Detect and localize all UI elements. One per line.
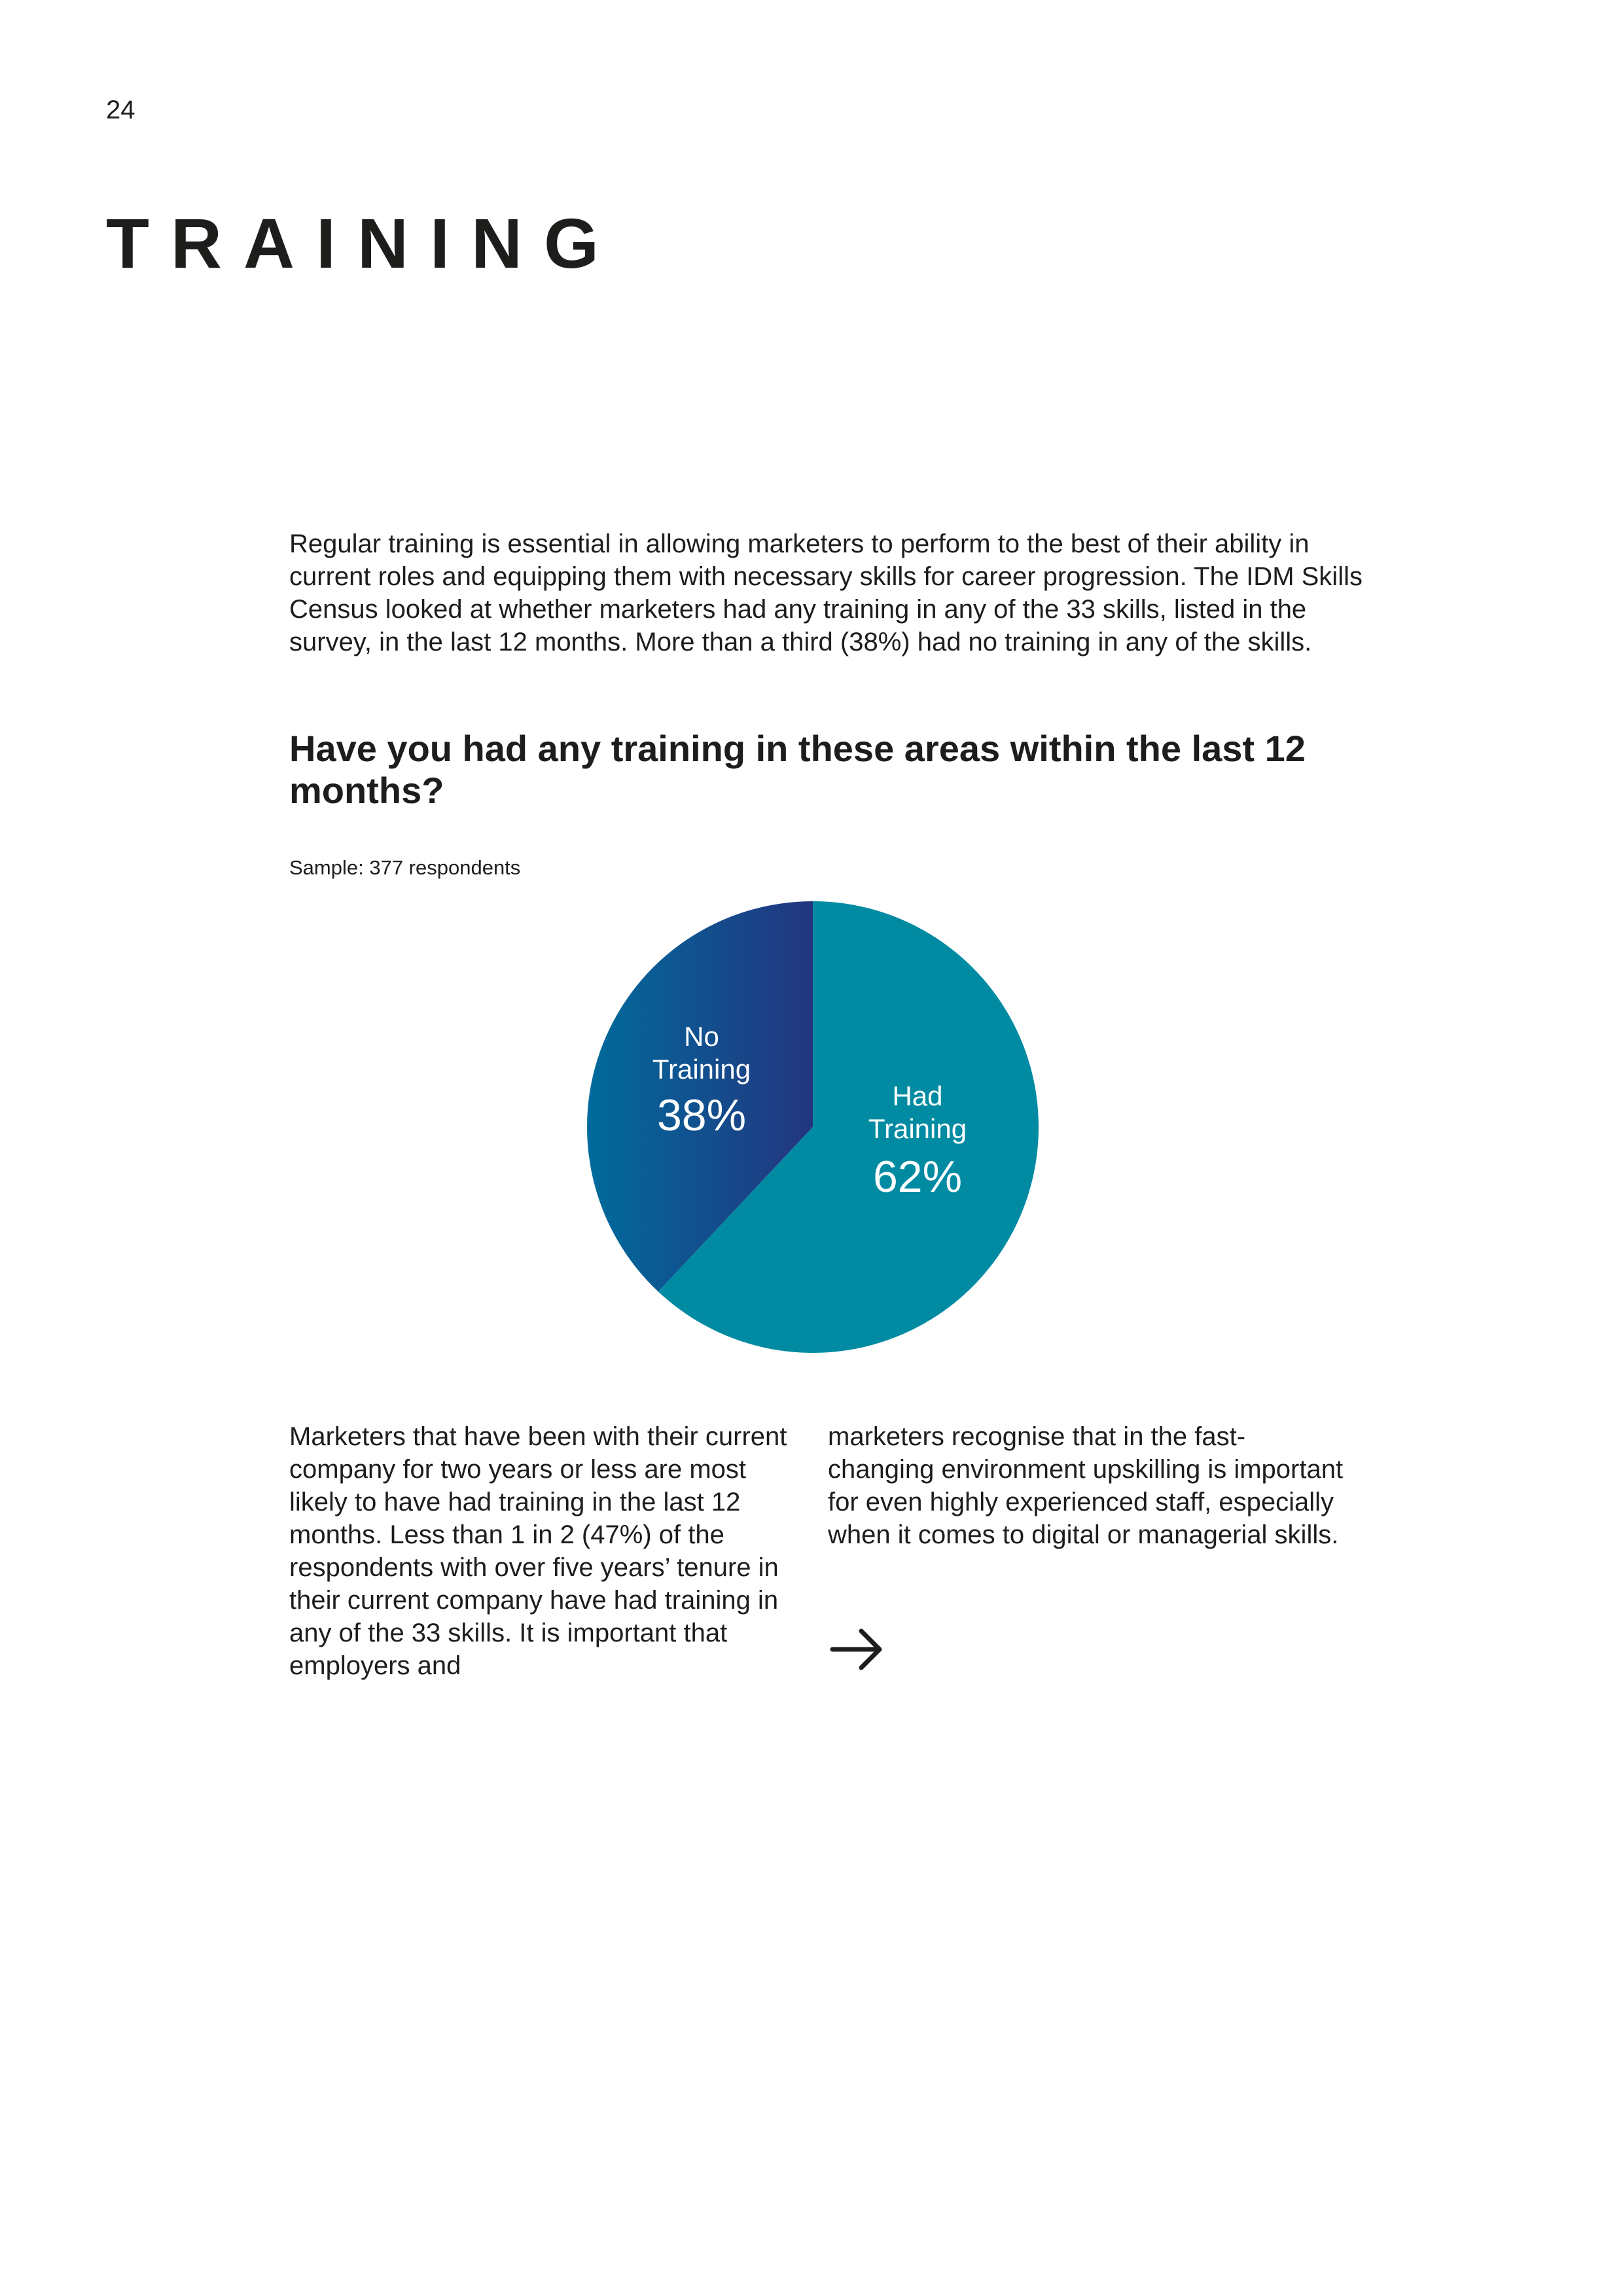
slice-label-no-line1: No: [684, 1021, 719, 1052]
slice-label-had-line2: Training: [868, 1113, 967, 1144]
page-number: 24: [106, 96, 135, 124]
body-text-right: marketers recognise that in the fast-changing environment upskilling is important for even highly experienced staff, especially when it comes to digital or managerial skills.: [828, 1422, 1344, 1549]
slice-label-had-line1: Had: [892, 1081, 943, 1111]
arrow-right-icon[interactable]: [829, 1623, 887, 1676]
section-title: TRAINING: [106, 204, 620, 283]
chart-question: Have you had any training in these areas within the last 12 months?: [289, 728, 1306, 811]
intro-paragraph: Regular training is essential in allowing marketers to perform to the best of their ability in current roles and equipping them with necessary skills for career progression. The IDM Skills Census looked at whether marketers had any training in any of the 33 skills, listed in the survey, in the last 12 months. More than a third (38%) had no training in any of the skills.: [289, 529, 1363, 656]
pie-chart: [584, 898, 1042, 1356]
slice-value-had: 62%: [872, 1152, 963, 1202]
slice-label-no-line2: Training: [652, 1054, 751, 1085]
sample-note: Sample: 377 respondents: [289, 856, 521, 879]
body-text-left: Marketers that have been with their current company for two years or less are most likely to have had training in the last 12 months. Less than 1 in 2 (47%) of the respondents with over five years’ tenure in their current company have had training in any of the 33 skills. It is important that employers and: [289, 1422, 787, 1680]
slice-value-no: 38%: [656, 1090, 747, 1140]
